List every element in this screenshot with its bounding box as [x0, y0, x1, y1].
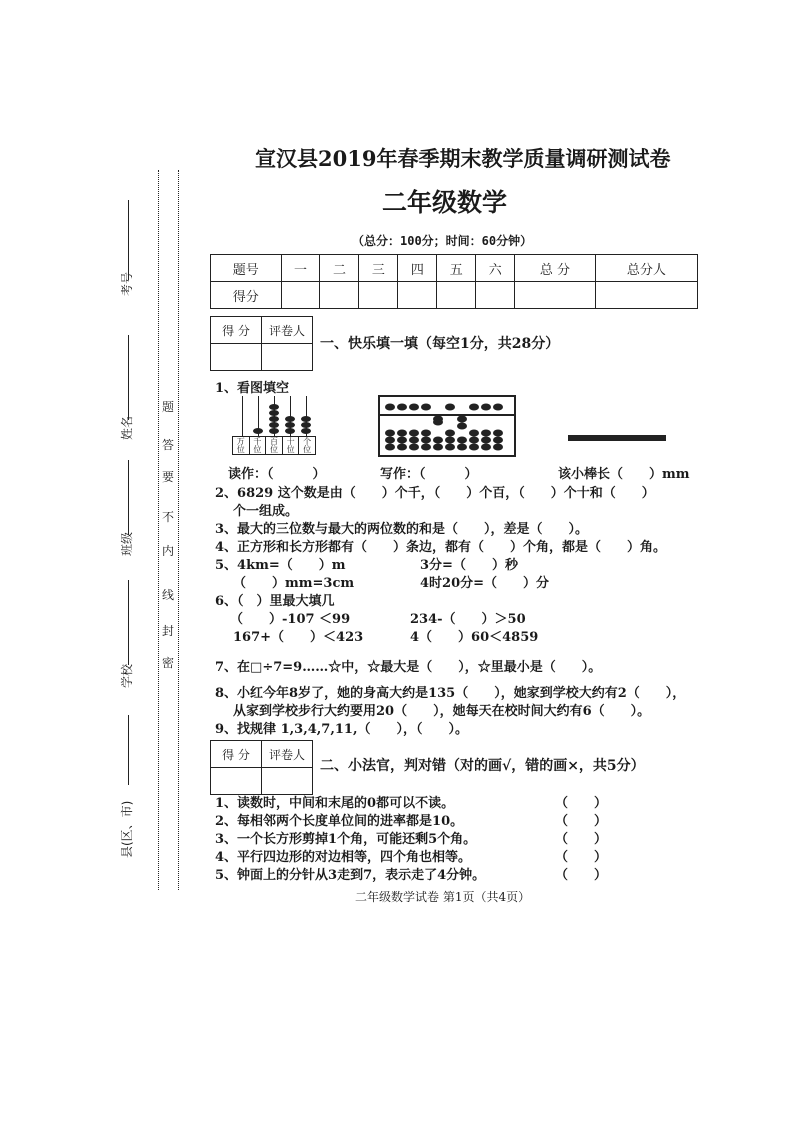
score-box-label: 得 分	[211, 741, 262, 768]
seal-char: 线	[161, 588, 174, 602]
score-cell[interactable]	[320, 282, 359, 309]
place-label: 万 位	[233, 437, 250, 454]
seal-line-inner	[178, 170, 179, 890]
field-exam-number	[118, 272, 135, 296]
field-line-county	[128, 715, 129, 785]
q2-text-cont: 个一组成。	[233, 504, 299, 519]
q6-part-b: 234-（ ）＞50	[410, 612, 526, 627]
score-cell[interactable]	[359, 282, 398, 309]
q9-text: 9、找规律 1,3,4,7,11,（ ），（ ）。	[215, 722, 468, 737]
score-table-header: 二	[320, 255, 359, 282]
score-table-header: 四	[398, 255, 437, 282]
score-box-label: 评卷人	[262, 741, 313, 768]
score-cell[interactable]	[281, 282, 320, 309]
place-label: 个 位	[303, 437, 312, 454]
q5-part-d: 4时20分=（ ）分	[420, 576, 550, 591]
score-cell[interactable]	[437, 282, 476, 309]
score-table-header-row	[211, 255, 698, 282]
score-table-header: 总 分	[515, 255, 596, 282]
score-box-label: 评卷人	[262, 317, 313, 344]
seal-line-outer	[158, 170, 159, 890]
q7-text: 7、在□÷7=9……☆中，☆最大是（ ），☆里最小是（ ）。	[215, 660, 602, 675]
seal-char: 密	[161, 656, 174, 670]
score-box-cell[interactable]	[262, 768, 313, 795]
seal-char: 内	[161, 544, 174, 558]
score-table	[210, 254, 698, 309]
field-line-school	[128, 580, 129, 665]
field-label: 县(区、市)	[120, 800, 134, 858]
q6-part-a: （ ）-107 ＜99	[230, 612, 351, 627]
score-table-header: 总分人	[595, 255, 697, 282]
seal-char: 要	[161, 470, 174, 484]
score-table-header: 题号	[211, 255, 282, 282]
score-box-cell[interactable]	[262, 344, 313, 371]
section2-title: 二、小法官，判对错（对的画√，错的画×，共5分）	[320, 758, 645, 774]
score-table-header: 三	[359, 255, 398, 282]
q8-text: 8、小红今年8岁了，她的身高大约是135（ ），她家到学校大约有2（ ），	[215, 686, 686, 701]
q2-text: 2、6829 这个数是由（ ）个千，（ ）个百，（ ）个十和（ ）	[215, 486, 655, 501]
score-table-header: 六	[476, 255, 515, 282]
stick-figure	[568, 435, 666, 441]
q6-text: 6、（ ）里最大填几	[215, 594, 335, 609]
seal-char: 答	[161, 438, 174, 452]
q1-write: 写作：（ ）	[380, 467, 478, 482]
q5-part-a: 5、4km=（ ）m	[215, 558, 346, 573]
field-label: 考号	[120, 271, 134, 296]
page-footer: 二年级数学试卷 第1页（共4页）	[355, 890, 531, 904]
score-cell[interactable]	[515, 282, 596, 309]
seal-char: 封	[161, 624, 174, 638]
field-school	[118, 664, 135, 688]
field-name	[118, 416, 135, 440]
judge-item: 1、读数时，中间和末尾的0都可以不读。	[215, 796, 455, 811]
section1-score-box	[210, 316, 313, 371]
score-cell[interactable]	[476, 282, 515, 309]
field-line-exam-number	[128, 200, 129, 280]
exam-title: 宣汉县2019年春季期末教学质量调研测试卷	[255, 146, 671, 171]
place-label: 百 位	[266, 437, 283, 454]
place-label: 千 位	[250, 437, 267, 454]
q4-text: 4、正方形和长方形都有（ ）条边，都有（ ）个角，都是（ ）角。	[215, 540, 667, 555]
q1-stick: 该小棒长（ ）mm	[558, 467, 690, 482]
judge-answer-paren[interactable]: （ ）	[555, 868, 608, 883]
place-label: 十 位	[283, 437, 300, 454]
counting-frame-figure	[232, 394, 316, 456]
judge-item: 5、钟面上的分针从3走到7，表示走了4分钟。	[215, 868, 486, 883]
exam-meta: （总分：100分；时间：60分钟）	[352, 234, 533, 248]
judge-answer-paren[interactable]: （ ）	[555, 796, 608, 811]
score-table-header: 五	[437, 255, 476, 282]
score-table-header: 一	[281, 255, 320, 282]
q6-part-d: 4（ ）60＜4859	[410, 630, 539, 645]
judge-item: 2、每相邻两个长度单位间的进率都是10。	[215, 814, 464, 829]
seal-char: 题	[161, 400, 174, 414]
q5-part-b: 3分=（ ）秒	[420, 558, 518, 573]
field-label: 姓名	[120, 415, 134, 440]
q5-part-c: （ ）mm=3cm	[233, 576, 355, 591]
field-label: 学校	[120, 663, 134, 688]
field-line-class	[128, 460, 129, 535]
q3-text: 3、最大的三位数与最大的两位数的和是（ ），差是（ ）。	[215, 522, 589, 537]
score-cell[interactable]	[595, 282, 697, 309]
score-box-label: 得 分	[211, 317, 262, 344]
score-box-cell[interactable]	[211, 768, 262, 795]
score-table-row	[211, 282, 698, 309]
field-label: 班级	[120, 531, 134, 556]
q1-read: 读作：（ ）	[228, 467, 326, 482]
q6-part-c: 167+（ ）＜423	[233, 630, 364, 645]
section2-score-box	[210, 740, 313, 795]
q8-text-cont: 从家到学校步行大约要用20（ ），她每天在校时间大约有6（ ）。	[233, 704, 651, 719]
field-county	[118, 801, 135, 858]
score-box-cell[interactable]	[211, 344, 262, 371]
judge-item: 4、平行四边形的对边相等，四个角也相等。	[215, 850, 472, 865]
judge-item: 3、一个长方形剪掉1个角，可能还剩5个角。	[215, 832, 477, 847]
score-row-label: 得分	[211, 282, 282, 309]
judge-answer-paren[interactable]: （ ）	[555, 814, 608, 829]
q1-text: 1、看图填空	[215, 381, 290, 396]
subject-title: 二年级数学	[382, 188, 508, 217]
seal-char: 不	[161, 510, 174, 524]
judge-answer-paren[interactable]: （ ）	[555, 850, 608, 865]
section1-title: 一、快乐填一填（每空1分，共28分）	[320, 336, 560, 352]
field-class	[118, 532, 135, 556]
judge-answer-paren[interactable]: （ ）	[555, 832, 608, 847]
abacus-figure	[378, 395, 516, 457]
field-line-name	[128, 335, 129, 420]
score-cell[interactable]	[398, 282, 437, 309]
